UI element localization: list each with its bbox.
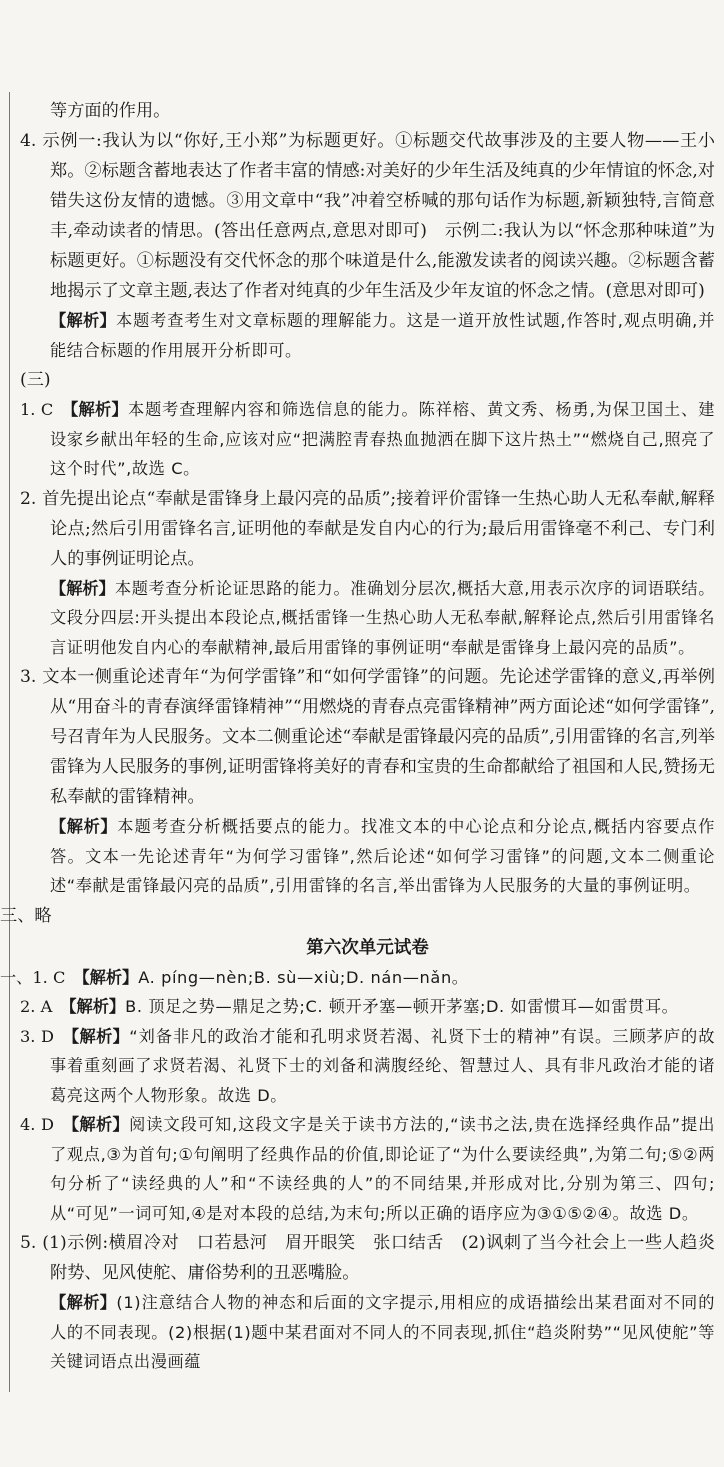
analysis-text: B. 顶足之势—鼎足之势;C. 顿开矛塞—顿开茅塞;D. 如雷惯耳—如雷贯耳。 bbox=[125, 997, 679, 1016]
analysis-tag: 【解析】 bbox=[81, 967, 139, 987]
question-number: 3. D bbox=[20, 1026, 71, 1046]
answer-p1-q3 bbox=[20, 1022, 715, 1111]
analysis-tag: 【解析】 bbox=[50, 578, 115, 598]
analysis-tag: 【解析】 bbox=[50, 1293, 117, 1312]
question-number: 4. D bbox=[20, 1115, 71, 1134]
part-3-heading: 三、略 bbox=[0, 905, 52, 926]
analysis-text: 本题考查分析概括要点的能力。找准文本的中心论点和分论点,概括内容要点作答。文本一先论述青年“为何学习雷锋”,然后论述“如何学习雷锋”的问题,文本二侧重论述“奉献是雷锋最闪亮的品质”,引用雷锋的名言,举出雷锋为人民服务的大量的事例证明。 bbox=[50, 817, 715, 895]
analysis-tag: 【解析】 bbox=[68, 997, 126, 1016]
answer-s3-q3: 3. 文本一侧重论述青年“为何学雷锋”和“如何学雷锋”的问题。先论述学雷锋的意义,再举例从“用奋斗的青春演绎雷锋精神”“用燃烧的青春点亮雷锋精神”两方面论述“如何学雷锋”,号召青年为人民服务。文本二侧重论述“奉献是雷锋最闪亮的品质”,引用雷锋的名言,列举雷锋为人民服务的事例,证明雷锋将美好的青春和宝贵的生命都献给了祖国和人民,赞扬无私奉献的雷锋精神。 bbox=[20, 667, 715, 807]
analysis-tag: 【解析】 bbox=[50, 311, 116, 330]
test-title: 第六次单元试卷 bbox=[306, 937, 429, 958]
section-heading-3: (三) bbox=[20, 370, 51, 390]
analysis-q4 bbox=[20, 306, 715, 365]
analysis-tag: 【解析】 bbox=[70, 1026, 130, 1046]
question-number: 一、1. C bbox=[0, 967, 82, 987]
answer-p1-q5: 5. (1)示例:横眉冷对 口若悬河 眉开眼笑 张口结舌 (2)讽刺了当今社会上一些人趋炎附势、见风使舵、庸俗势利的丑恶嘴脸。 bbox=[20, 1233, 715, 1283]
analysis-text: 本题考查理解内容和筛选信息的能力。陈祥榕、黄文秀、杨勇,为保卫国土、建设家乡献出年轻的生命,应该对应“把满腔青春热血抛洒在脚下这片热土”“燃烧自己,照亮了这个时代”,故选 C。 bbox=[50, 400, 715, 478]
analysis-text: A. píng—nèn;B. sù—xiù;D. nán—nǎn。 bbox=[138, 967, 469, 987]
answer-s3-q2: 2. 首先提出论点“奉献是雷锋身上最闪亮的品质”;接着评价雷锋一生热心助人无私奉献,解释论点;然后引用雷锋名言,证明他的奉献是发自内心的行为;最后用雷锋毫不利己、专门利人的事例证明论点。 bbox=[20, 488, 715, 569]
analysis-s3-q2 bbox=[20, 574, 715, 663]
analysis-text: 本题考查分析论证思路的能力。准确划分层次,概括大意,用表示次序的词语联结。文段分四层:开头提出本段论点,概括雷锋一生热心助人无私奉献,解释论点,然后引用雷锋名言证明他发自内心的奉献精神,最后用雷锋的事例证明“奉献是雷锋身上最闪亮的品质”。 bbox=[50, 578, 715, 657]
answer-column bbox=[0, 96, 716, 1377]
question-number: 1. C bbox=[20, 400, 71, 419]
analysis-text: “刘备非凡的政治才能和孔明求贤若渴、礼贤下士的精神”有误。三顾茅庐的故事着重刻画了求贤若渴、礼贤下士的刘备和满腹经纶、智慧过人、具有非凡政治才能的诸葛亮这两个人物形象。故选 D。 bbox=[50, 1026, 715, 1105]
question-number: 2. A bbox=[20, 997, 69, 1016]
answer-q4: 4. 示例一:我认为以“你好,王小郑”为标题更好。①标题交代故事涉及的主要人物——王小郑。②标题含蓄地表达了作者丰富的情感:对美好的少年生活及纯真的少年情谊的怀念,对错失这份友情的遗憾。③用文章中“我”冲着空桥喊的那句话作为标题,新颖独特,言简意丰,牵动读者的情思。(答出任意两点,意思对即可) 示例二:我认为以“怀念那种味道”为标题更好。①标题没有交代怀念的那个味道是什么,能激发读者的阅读兴趣。②标题含蓄地揭示了文章主题,表达了作者对纯真的少年生活及少年友谊的怀念之情。(意思对即可) bbox=[20, 131, 715, 301]
analysis-s3-q3 bbox=[20, 812, 715, 901]
answer-p1-q4 bbox=[20, 1110, 715, 1228]
analysis-text: (1)注意结合人物的神态和后面的文字提示,用相应的成语描绘出某君面对不同的人的不同表现。(2)根据(1)题中某君面对不同人的不同表现,抓住“趋炎附势”“见风使舵”等关键词语点出漫画蕴 bbox=[50, 1293, 716, 1371]
analysis-tag: 【解析】 bbox=[70, 400, 128, 419]
answer-p1-q1 bbox=[0, 963, 715, 993]
answer-s3-q1 bbox=[20, 395, 715, 484]
analysis-p1-q5 bbox=[20, 1288, 715, 1377]
margin-rule bbox=[9, 92, 10, 1392]
analysis-text: 阅读文段可知,这段文字是关于读书方法的,“读书之法,贵在选择经典作品”提出了观点,③为首句;①句阐明了经典作品的价值,即论证了“为什么要读经典”,为第二句;⑤②两句分析了“读经典的人”和“不读经典的人”的不同结果,并形成对比,分别为第三、四句;从“可见”一词可知,④是对本段的总结,为末句;所以正确的语序应为③①⑤②④。故选 D。 bbox=[50, 1115, 716, 1223]
answer-p1-q2 bbox=[20, 992, 715, 1022]
analysis-tag: 【解析】 bbox=[70, 1115, 130, 1134]
continued-line: 等方面的作用。 bbox=[50, 101, 171, 121]
analysis-tag: 【解析】 bbox=[50, 817, 118, 836]
analysis-text: 本题考查考生对文章标题的理解能力。这是一道开放性试题,作答时,观点明确,并能结合标题的作用展开分析即可。 bbox=[50, 311, 716, 360]
